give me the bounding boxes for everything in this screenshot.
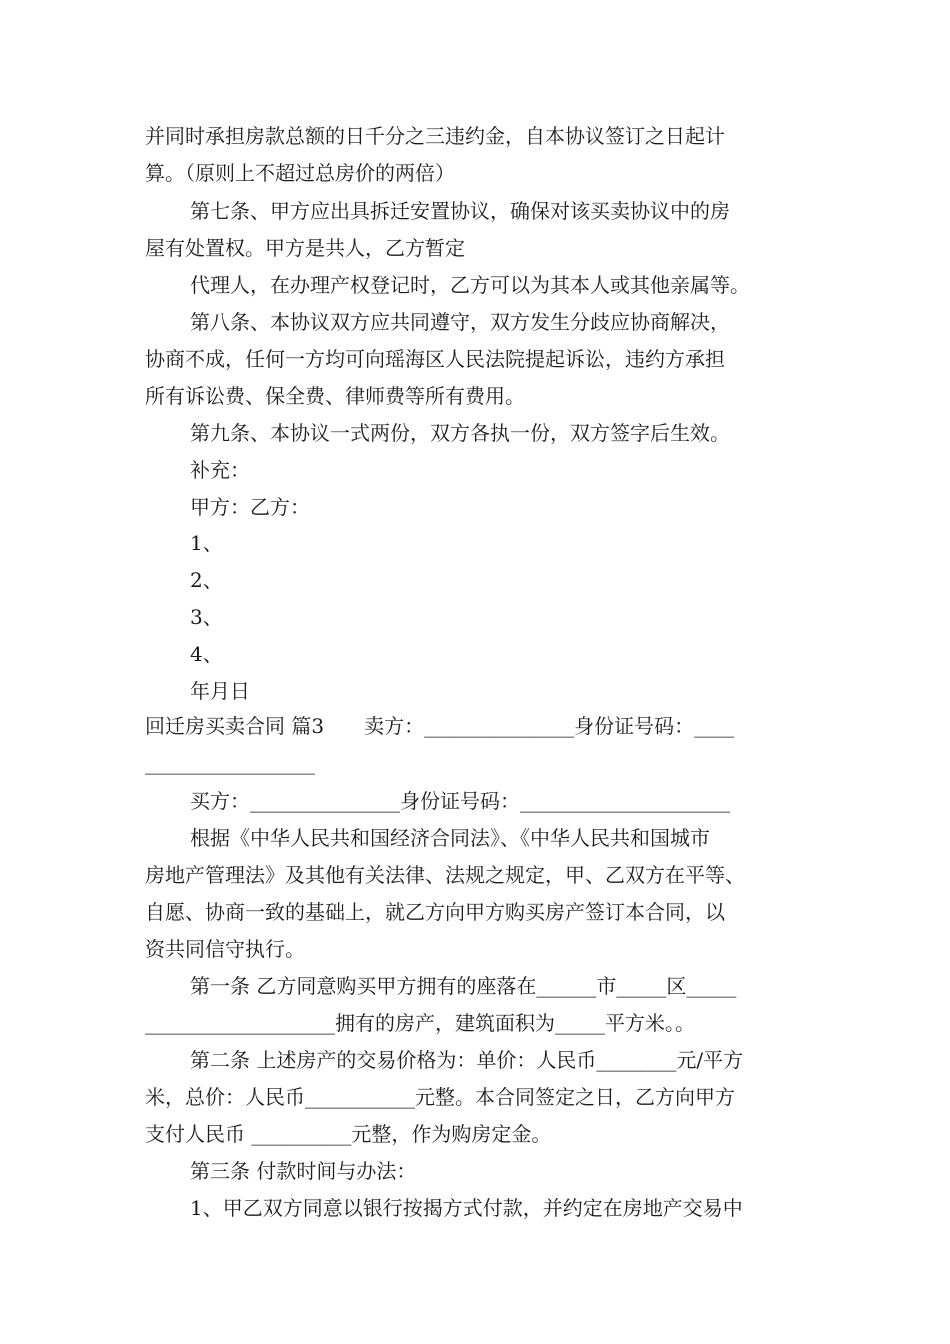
- text-line: 协商不成，任何一方均可向瑶海区人民法院提起诉讼，违约方承担: [145, 347, 725, 371]
- text-line: 根据《中华人民共和国经济合同法》、《中华人民共和国城市: [190, 826, 710, 850]
- text-line: ___________________拥有的房产，建筑面积为_____平方米。。: [145, 1011, 695, 1035]
- text-line: 米，总价：人民币___________元整。本合同签定之日，乙方向甲方: [145, 1085, 735, 1109]
- article-9-line: 第九条、本协议一式两份，双方各执一份，双方签字后生效。: [190, 421, 730, 445]
- list-item: 1、: [190, 531, 223, 555]
- text-line: 1、甲乙双方同意以银行按揭方式付款，并约定在房地产交易中: [190, 1196, 743, 1220]
- text-line: 屋有处置权。甲方是共人，乙方暂定: [145, 236, 465, 260]
- supplement-label: 补充：: [190, 458, 250, 482]
- text-line: 自愿、协商一致的基础上，就乙方向甲方购买房产签订本合同，以: [145, 900, 725, 924]
- clause-1-line: 第一条 乙方同意购买甲方拥有的座落在______市_____区_____: [190, 974, 737, 998]
- text-line: 并同时承担房款总额的日千分之三违约金，自本协议签订之日起计: [145, 124, 725, 148]
- text-line: 算。（原则上不超过总房价的两倍）: [145, 161, 455, 185]
- text-line: 房地产管理法》及其他有关法律、法规之规定，甲、乙双方在平等、: [145, 863, 745, 887]
- article-8-line: 第八条、本协议双方应共同遵守，双方发生分歧应协商解决，: [190, 310, 730, 334]
- text-line: 支付人民币 __________元整，作为购房定金。: [145, 1122, 552, 1146]
- list-item: 3、: [190, 605, 223, 629]
- text-line: _________________: [145, 751, 315, 775]
- text-line: 所有诉讼费、保全费、律师费等所有费用。: [145, 384, 525, 408]
- article-7-line: 第七条、甲方应出具拆迁安置协议，确保对该买卖协议中的房: [190, 199, 730, 223]
- section-heading: 回迁房买卖合同 篇3 卖方：_______________身份证号码：____: [145, 714, 735, 738]
- clause-2-line: 第二条 上述房产的交易价格为：单价：人民币________元/平方: [190, 1048, 744, 1072]
- party-signature-labels: 甲方：乙方：: [190, 495, 310, 519]
- list-item: 2、: [190, 568, 223, 592]
- text-line: 资共同信守执行。: [145, 937, 305, 961]
- buyer-line: 买方：_______________身份证号码：_____________________: [190, 789, 730, 813]
- clause-3-line: 第三条 付款时间与办法：: [190, 1159, 417, 1183]
- date-label: 年月日: [190, 679, 250, 703]
- list-item: 4、: [190, 642, 223, 666]
- text-line: 代理人，在办理产权登记时，乙方可以为其本人或其他亲属等。: [190, 273, 750, 297]
